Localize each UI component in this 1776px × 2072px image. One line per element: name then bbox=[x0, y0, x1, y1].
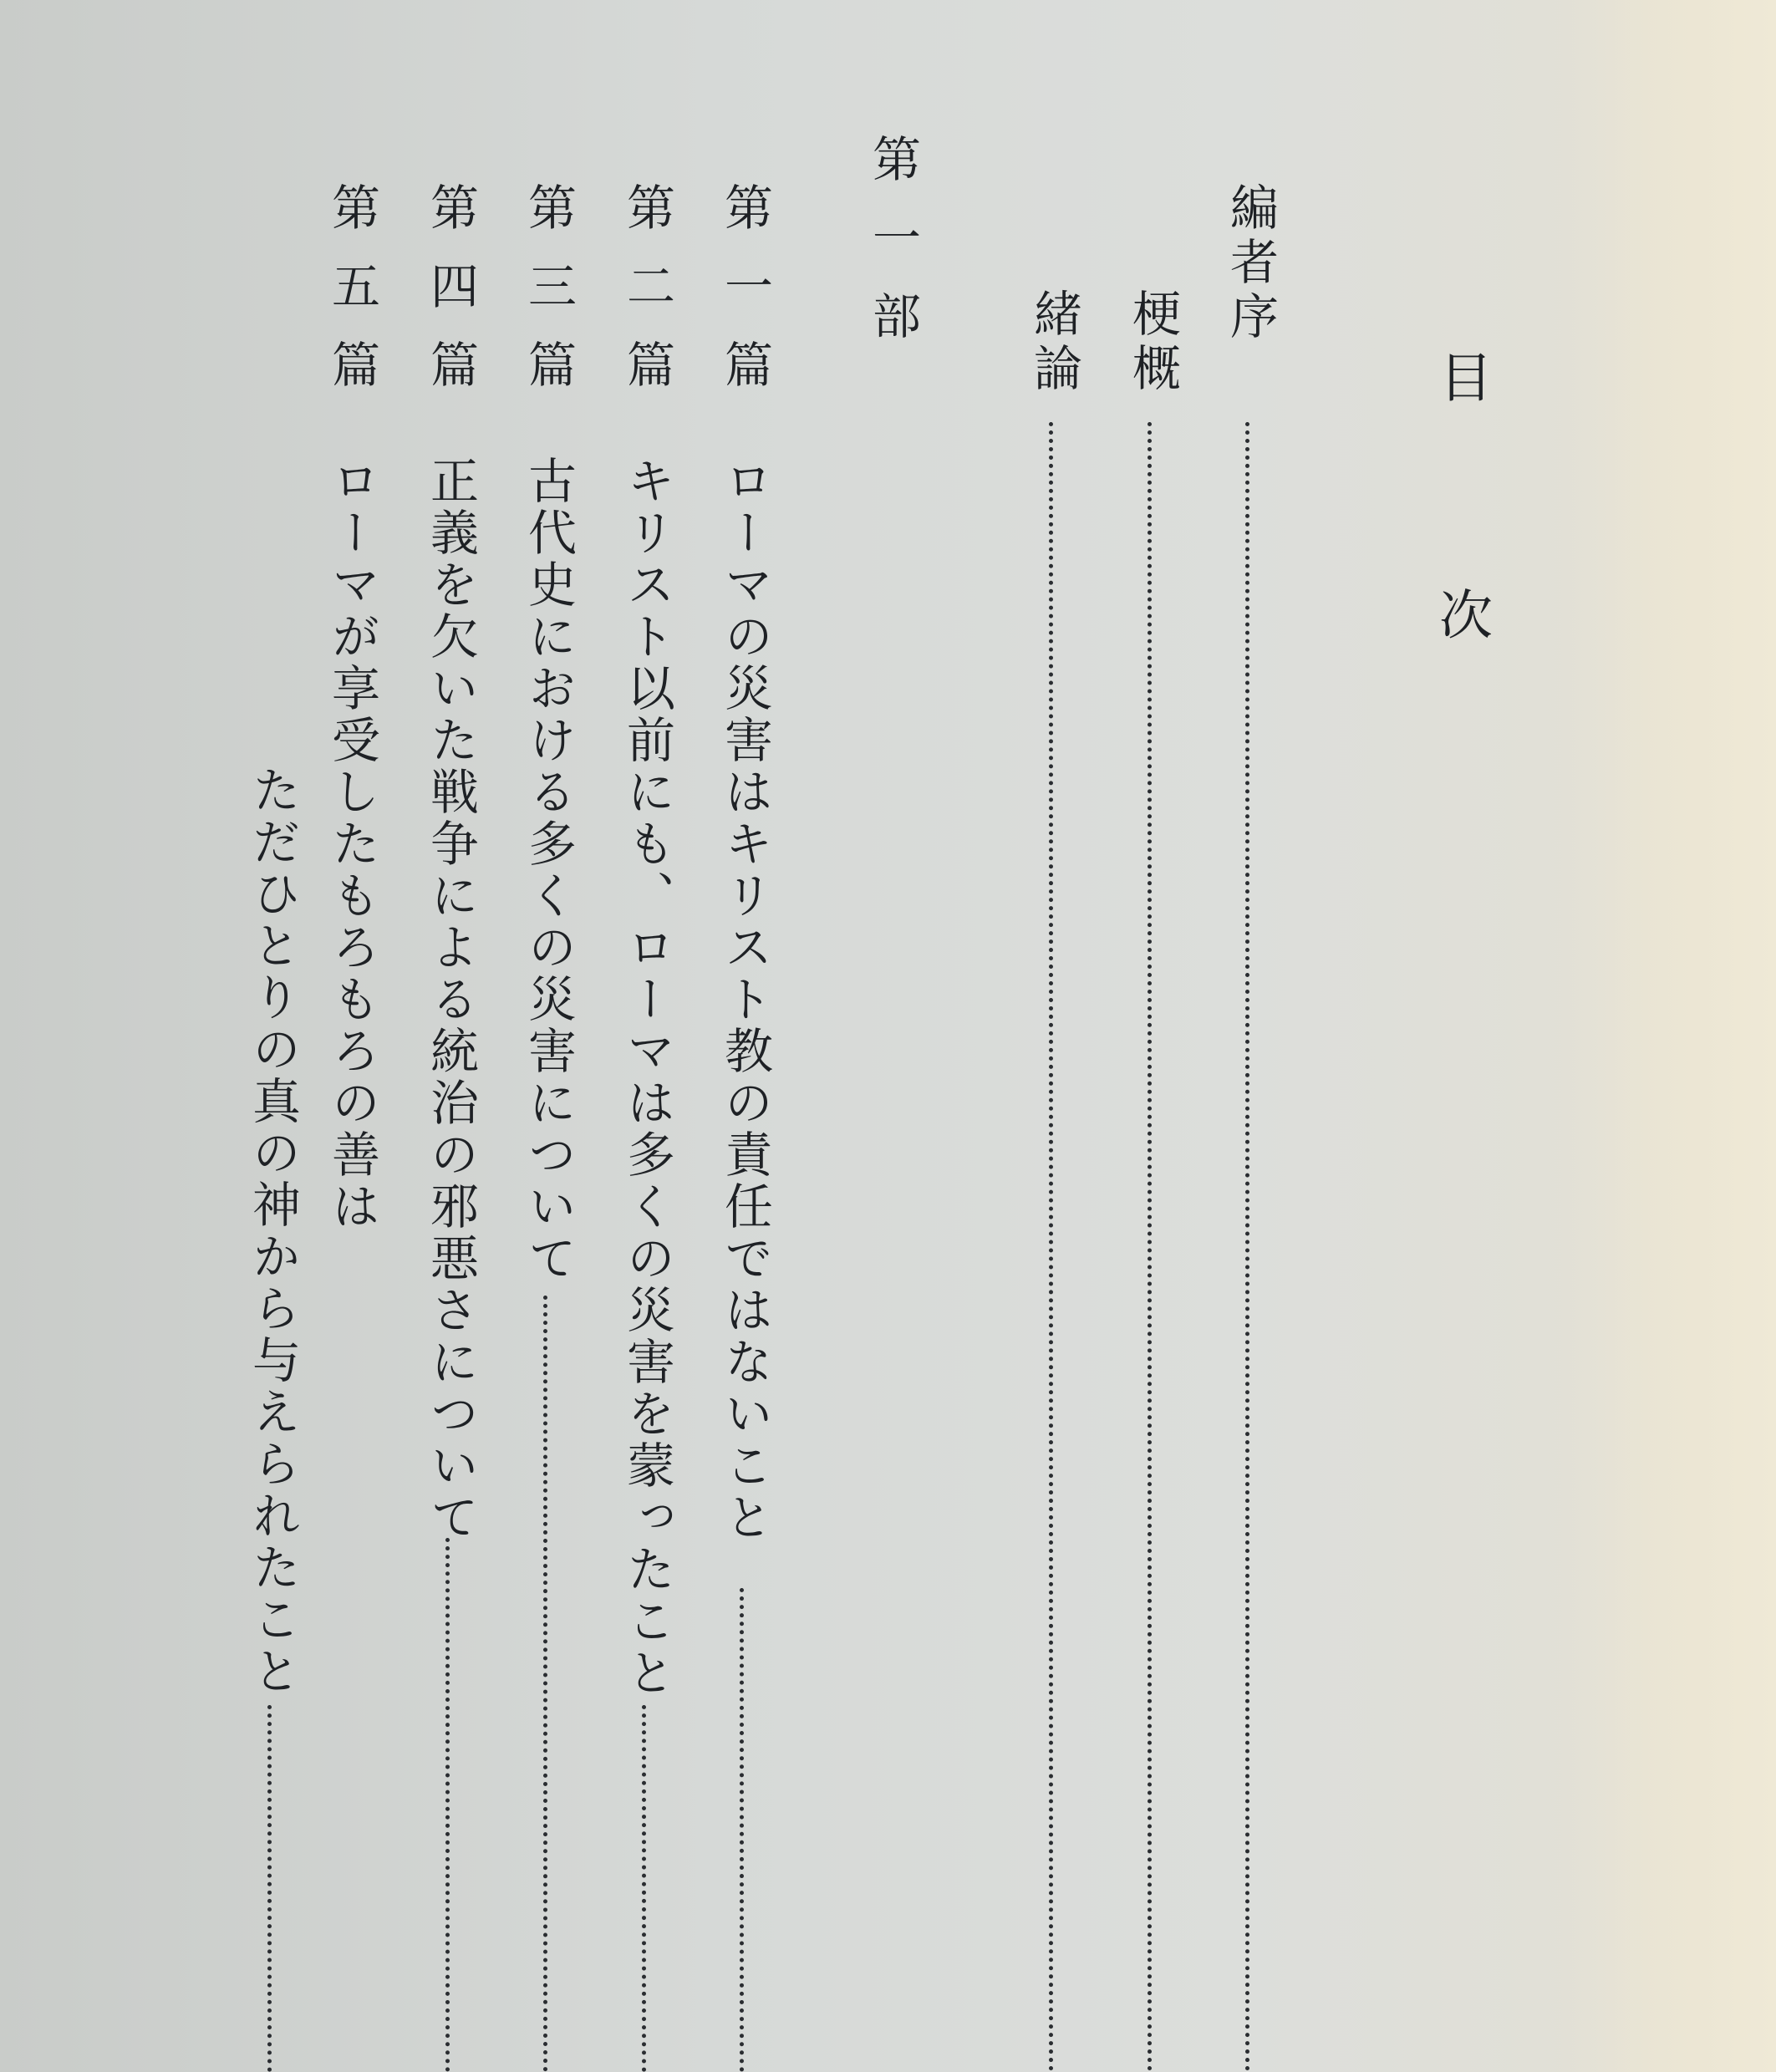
chapter-title-1: ローマの災害はキリスト教の責任ではないこと bbox=[716, 456, 773, 1544]
toc-leader-dots bbox=[1049, 422, 1053, 2072]
chapter-number-3: 第三篇 bbox=[520, 182, 577, 418]
chapter-number-1: 第一篇 bbox=[716, 182, 773, 418]
chapter-title-5-line-2: ただひとりの真の神から与えられたこと bbox=[244, 765, 301, 1698]
part-heading: 第一部 bbox=[864, 134, 921, 369]
toc-entry-introduction: 緒論 bbox=[1025, 288, 1082, 397]
chapter-title-2: キリスト以前にも、ローマは多くの災害を蒙ったこと bbox=[618, 456, 675, 1699]
chapter-title-3: 古代史における多くの災害について bbox=[520, 456, 577, 1285]
chapter-title-5-line-1: ローマが享受したもろもろの善は bbox=[323, 456, 380, 1233]
toc-leader-dots bbox=[1148, 422, 1152, 2072]
toc-leader-dots bbox=[543, 1296, 547, 2072]
toc-entry-editor-preface: 編者序 bbox=[1222, 182, 1279, 345]
toc-leader-dots bbox=[445, 1538, 450, 2072]
page-edge bbox=[1559, 0, 1776, 2072]
toc-leader-dots bbox=[1245, 422, 1249, 2072]
toc-leader-dots bbox=[740, 1588, 744, 2072]
chapter-number-5: 第五篇 bbox=[323, 182, 380, 418]
toc-leader-dots bbox=[267, 1705, 272, 2072]
chapter-number-2: 第二篇 bbox=[618, 182, 675, 418]
chapter-number-4: 第四篇 bbox=[422, 182, 479, 418]
chapter-title-4: 正義を欠いた戦争による統治の邪悪さについて bbox=[422, 456, 479, 1544]
toc-leader-dots bbox=[642, 1705, 646, 2072]
page-title: 目次 bbox=[1430, 349, 1492, 824]
toc-entry-synopsis: 梗概 bbox=[1124, 288, 1181, 397]
